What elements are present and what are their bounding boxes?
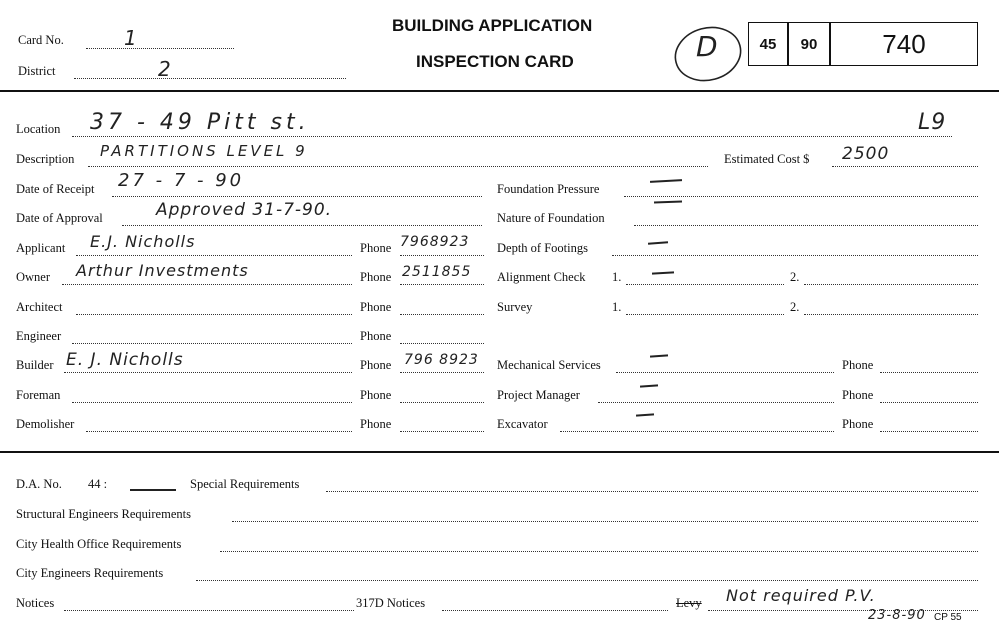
architect-line xyxy=(76,314,352,315)
applicant-phone-line xyxy=(400,255,484,256)
date-receipt-value: 27 - 7 - 90 xyxy=(118,170,245,191)
depth-footings-label: Depth of Footings xyxy=(497,241,588,255)
circled-letter: D xyxy=(696,30,719,63)
mechanical-phone-label: Phone xyxy=(842,358,874,372)
survey-2: 2. xyxy=(790,300,800,314)
da-no-label: D.A. No. xyxy=(16,477,62,491)
excavator-line xyxy=(560,431,834,432)
notices-317d-label: 317D Notices xyxy=(356,596,426,610)
date-approval-line xyxy=(122,225,482,226)
alignment-check-dash xyxy=(652,271,674,274)
location-line xyxy=(72,136,952,137)
architect-label: Architect xyxy=(16,300,63,314)
health-requirements-label: City Health Office Requirements xyxy=(16,537,182,551)
demolisher-line xyxy=(86,431,352,432)
da-no-value: 44 : xyxy=(88,477,108,491)
date-approval-label: Date of Approval xyxy=(16,211,103,225)
survey-label: Survey xyxy=(497,300,533,314)
demolisher-phone-line xyxy=(400,431,484,432)
notices-label: Notices xyxy=(16,596,55,610)
date-receipt-label: Date of Receipt xyxy=(16,182,95,196)
engineer-phone-label: Phone xyxy=(360,329,392,343)
card-no-value: 1 xyxy=(124,26,138,50)
engineer-line xyxy=(72,343,352,344)
header-rule xyxy=(0,90,999,92)
notices-line xyxy=(64,610,354,611)
description-label: Description xyxy=(16,152,75,166)
notices-317d-line xyxy=(442,610,668,611)
owner-line xyxy=(62,284,352,285)
title-line2: INSPECTION CARD xyxy=(416,52,574,71)
date-receipt-line xyxy=(112,196,482,197)
title-line1: BUILDING APPLICATION xyxy=(392,16,593,35)
levy-line xyxy=(708,610,978,611)
location-label: Location xyxy=(16,122,61,136)
date-approval-value: Approved 31-7-90. xyxy=(156,200,333,220)
special-requirements-label: Special Requirements xyxy=(190,477,300,491)
project-manager-phone-label: Phone xyxy=(842,388,874,402)
code-box-2: 90 xyxy=(788,22,830,66)
foreman-phone-label: Phone xyxy=(360,388,392,402)
applicant-value: E.J. Nicholls xyxy=(90,232,196,251)
builder-phone-value: 796 8923 xyxy=(404,352,479,368)
alignment-check-1: 1. xyxy=(612,270,622,284)
district-label: District xyxy=(18,64,56,78)
builder-value: E. J. Nicholls xyxy=(66,350,184,370)
code-box-1: 45 xyxy=(748,22,788,66)
nature-foundation-label: Nature of Foundation xyxy=(497,211,605,225)
estimated-cost-label: Estimated Cost $ xyxy=(724,152,810,166)
alignment-check-1-line xyxy=(626,284,784,285)
mechanical-services-line xyxy=(616,372,834,373)
form-code: CP 55 xyxy=(934,612,962,623)
alignment-check-label: Alignment Check xyxy=(497,270,586,284)
mechanical-services-label: Mechanical Services xyxy=(497,358,601,372)
city-engineers-label: City Engineers Requirements xyxy=(16,566,164,580)
owner-phone-line xyxy=(400,284,484,285)
builder-phone-label: Phone xyxy=(360,358,392,372)
builder-line xyxy=(64,372,352,373)
depth-footings-line xyxy=(612,255,978,256)
health-requirements-line xyxy=(220,551,978,552)
levy-label: Levy xyxy=(676,596,702,610)
builder-phone-line xyxy=(400,372,484,373)
applicant-line xyxy=(76,255,352,256)
code-box-3: 740 xyxy=(830,22,978,66)
project-manager-dash xyxy=(640,384,658,387)
demolisher-phone-label: Phone xyxy=(360,417,392,431)
survey-1-line xyxy=(626,314,784,315)
depth-footings-dash xyxy=(648,241,668,244)
structural-requirements-label: Structural Engineers Requirements xyxy=(16,507,191,521)
architect-phone-line xyxy=(400,314,484,315)
foundation-pressure-line xyxy=(624,196,978,197)
district-line xyxy=(74,78,346,79)
project-manager-label: Project Manager xyxy=(497,388,580,402)
middle-rule xyxy=(0,451,999,453)
owner-value: Arthur Investments xyxy=(76,261,249,280)
estimated-cost-value: 2500 xyxy=(842,144,890,164)
survey-1: 1. xyxy=(612,300,622,314)
nature-foundation-line xyxy=(634,225,978,226)
excavator-dash xyxy=(636,413,654,416)
project-manager-phone-line xyxy=(880,402,978,403)
owner-label: Owner xyxy=(16,270,51,284)
district-value: 2 xyxy=(158,57,172,81)
excavator-label: Excavator xyxy=(497,417,548,431)
foundation-pressure-dash xyxy=(650,179,682,182)
da-no-dash xyxy=(130,489,176,491)
card-no-line xyxy=(86,48,234,49)
foreman-line xyxy=(72,402,352,403)
architect-phone-label: Phone xyxy=(360,300,392,314)
location-right-value: L9 xyxy=(918,110,947,135)
estimated-cost-line xyxy=(832,166,978,167)
demolisher-label: Demolisher xyxy=(16,417,75,431)
levy-value: Not required P.V. xyxy=(726,586,876,605)
alignment-check-2: 2. xyxy=(790,270,800,284)
mechanical-phone-line xyxy=(880,372,978,373)
foreman-label: Foreman xyxy=(16,388,61,402)
owner-phone-label: Phone xyxy=(360,270,392,284)
foundation-pressure-label: Foundation Pressure xyxy=(497,182,600,196)
mechanical-services-dash xyxy=(650,354,668,357)
foreman-phone-line xyxy=(400,402,484,403)
structural-requirements-line xyxy=(232,521,978,522)
applicant-phone-value: 7968923 xyxy=(400,234,470,250)
project-manager-line xyxy=(598,402,834,403)
description-value: PARTITIONS LEVEL 9 xyxy=(100,142,308,160)
applicant-label: Applicant xyxy=(16,241,66,255)
excavator-phone-label: Phone xyxy=(842,417,874,431)
engineer-label: Engineer xyxy=(16,329,62,343)
special-requirements-line xyxy=(326,491,978,492)
location-value: 37 - 49 Pitt st. xyxy=(90,110,310,135)
card-no-label: Card No. xyxy=(18,33,64,47)
builder-label: Builder xyxy=(16,358,54,372)
applicant-phone-label: Phone xyxy=(360,241,392,255)
engineer-phone-line xyxy=(400,343,484,344)
alignment-check-2-line xyxy=(804,284,978,285)
excavator-phone-line xyxy=(880,431,978,432)
survey-2-line xyxy=(804,314,978,315)
foundation-pressure-dash-2 xyxy=(654,201,682,203)
description-line xyxy=(88,166,708,167)
levy-date: 23-8-90 xyxy=(868,608,926,623)
city-engineers-line xyxy=(196,580,978,581)
owner-phone-value: 2511855 xyxy=(402,264,472,280)
